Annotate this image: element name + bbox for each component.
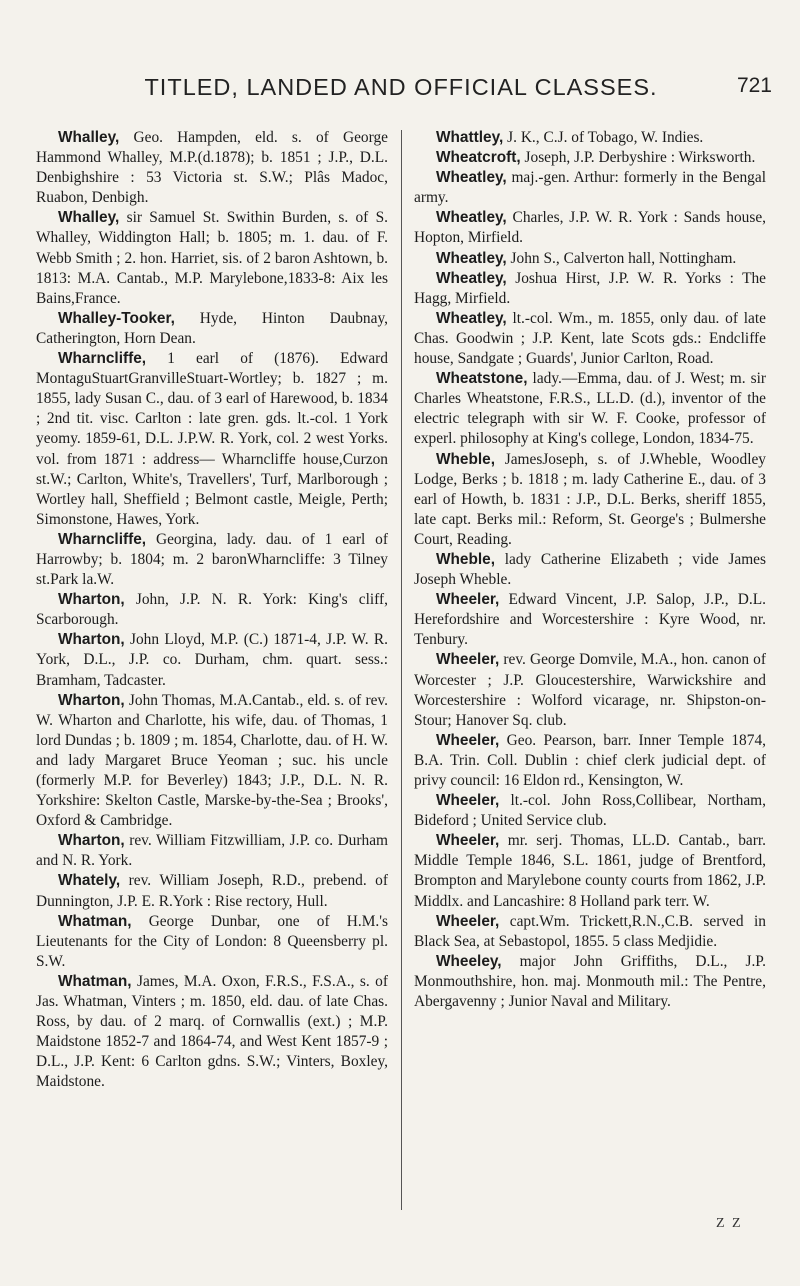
- entry-headword: Wharton,: [58, 832, 125, 850]
- entry-text: capt.Wm. Trickett,R.N.,C.B. served in Black Sea, at Sebastopol, 1855. 5 class Medjidie.: [414, 912, 766, 950]
- directory-entry: [36, 831, 388, 871]
- entry-headword: Wheeler,: [436, 731, 500, 749]
- directory-entry: [36, 128, 388, 208]
- directory-entry: [414, 831, 766, 911]
- entry-text: Geo. Pearson, barr. Inner Temple 1874, B.A. Trin. Coll. Dublin : chief clerk judicial dept. of privy council: 16 Eldon rd., Kensington, W.: [414, 731, 766, 789]
- entry-headword: Wharton,: [58, 691, 125, 709]
- entry-headword: Wheatstone,: [436, 370, 528, 388]
- entry-headword: Whattley,: [436, 129, 504, 146]
- entry-text: rev. William Joseph, R.D., prebend. of Dunnington, J.P. E. R.York : Rise rectory, Hull.: [36, 872, 388, 910]
- directory-entry: [414, 309, 766, 369]
- directory-entry: [414, 249, 766, 269]
- entry-headword: Wheatley,: [436, 169, 507, 187]
- directory-entry: [414, 208, 766, 248]
- entry-text: lady.—Emma, dau. of J. West; m. sir Charles Wheatstone, F.R.S., LL.D. (d.), inventor of the electric telegraph with sir W. F. Cooke, professor of experl. philosophy at King's college, London, 1834-75.: [414, 370, 766, 448]
- entry-text: Joshua Hirst, J.P. W. R. Yorks : The Hagg, Mirfield.: [414, 269, 766, 307]
- entry-headword: Wheatley,: [436, 249, 507, 267]
- entry-headword: Wharton,: [58, 591, 125, 609]
- entry-headword: Wheeler,: [436, 591, 500, 609]
- directory-entry: [36, 871, 388, 911]
- entry-text: 1 earl of (1876). Edward MontaguStuartGranvilleStuart-Wortley; b. 1827 ; m. 1855, lady Susan C., dau. of 3 earl of Harewood, b. 1834 ; 2nd tit. visc. Carlton : late gren. gds. lt.-col. 1 York yeomy. 1859-61, D.L. J.P.W. R. York, col. 2 west Yorks. vol. from 1871 : address— Wharncliffe house,Curzon st.W.; Carlton, White's, Travellers', Turf, Marlborough ; Wortley hall, Sheffield ; Belmont castle, Meigle, Perth; Simonstone, Hawes, York.: [36, 350, 388, 528]
- directory-entry: [414, 369, 766, 449]
- entry-text: lady Catherine Elizabeth ; vide James Joseph Wheble.: [414, 550, 766, 589]
- entry-text: James, M.A. Oxon, F.R.S., F.S.A., s. of Jas. Whatman, Vinters ; m. 1850, eld. dau. of late Chas. Ross, by dau. of 2 marq. of Cornwallis (ext.) ; M.P. Maidstone 1852-7 and 1864-74, and West Kent 1857-9 ; D.L., J.P. Kent: 6 Carlton gdns. S.W.; Vinters, Boxley, Maidstone.: [36, 972, 388, 1091]
- entry-text: JamesJoseph, s. of J.Wheble, Woodley Lodge, Berks ; b. 1818 ; m. lady Catherine E., dau. of 3 earl of Howth, b. 1831 : J.P., D.L. Berks, sheriff 1855, late capt. Berks mil.: Reform, St. George's ; Bulmershe Court, Reading.: [414, 450, 766, 548]
- entry-headword: Wheble,: [436, 550, 495, 568]
- entry-text: mr. serj. Thomas, LL.D. Cantab., barr. Middle Temple 1846, S.L. 1861, judge of Brentford, Brompton and Marylebone county courts from 1862, J.P. Middlx. and Lancashire: 8 Holland park terr. W.: [414, 832, 766, 910]
- directory-entry: [36, 691, 388, 832]
- entry-headword: Wharncliffe,: [58, 530, 147, 548]
- directory-entry: [36, 630, 388, 690]
- entry-headword: Wheatcroft,: [436, 149, 521, 167]
- entry-headword: Wheeler,: [436, 912, 500, 930]
- entry-headword: Wheatley,: [436, 309, 507, 327]
- directory-entry: [36, 590, 388, 630]
- entry-headword: Wharncliffe,: [58, 350, 147, 368]
- entry-headword: Whately,: [58, 872, 121, 890]
- entry-headword: Wheeley,: [436, 952, 502, 970]
- page-number: 721: [736, 74, 772, 97]
- entry-headword: Wheeler,: [436, 832, 500, 850]
- entry-text: John Lloyd, M.P. (C.) 1871-4, J.P. W. R. York, D.L., J.P. co. Durham, chm. quart. sess.: Bramham, Tadcaster.: [36, 631, 388, 689]
- page-header: [30, 74, 772, 114]
- directory-entry: [414, 450, 766, 550]
- directory-entry: [414, 590, 766, 650]
- directory-entry: [36, 208, 388, 308]
- left-column: [36, 128, 388, 1093]
- directory-entry: [414, 912, 766, 952]
- entry-text: lt.-col. Wm., m. 1855, only dau. of late Chas. Goodwin ; J.P. Kent, late Scots gds.: Endcliffe house, Sandgate ; Guards', Junior Carlton, Road.: [414, 309, 766, 368]
- entry-headword: Whalley,: [58, 129, 120, 146]
- entry-text: lt.-col. John Ross,Collibear, Northam, Bideford ; United Service club.: [414, 792, 766, 830]
- entry-text: John, J.P. N. R. York: King's cliff, Scarborough.: [36, 591, 388, 629]
- directory-entry: [414, 128, 766, 148]
- entry-text: John S., Calverton hall, Nottingham.: [506, 249, 737, 267]
- entry-headword: Wheeler,: [436, 651, 500, 669]
- directory-entry: [414, 731, 766, 791]
- directory-entry: [36, 349, 388, 530]
- entry-text: Geo. Hampden, eld. s. of George Hammond Whalley, M.P.(d.1878); b. 1851 ; J.P., D.L. Denbighshire : 53 Victoria st. S.W.; Plâs Madoc, Ruabon, Denbigh.: [36, 129, 388, 207]
- directory-entry: [414, 650, 766, 730]
- directory-entry: [414, 952, 766, 1012]
- entry-text: Joseph, J.P. Derbyshire : Wirksworth.: [520, 149, 756, 167]
- directory-entry: [36, 530, 388, 590]
- directory-entry: [414, 269, 766, 309]
- directory-entry: [414, 168, 766, 208]
- running-title: TITLED, LANDED AND OFFICIAL CLASSES.: [144, 74, 658, 100]
- entry-headword: Wheatley,: [436, 209, 507, 227]
- entry-headword: Wheble,: [436, 450, 495, 468]
- column-divider: [401, 130, 402, 1210]
- entry-headword: Whatman,: [58, 912, 132, 930]
- entry-headword: Wheatley,: [436, 269, 507, 287]
- entry-text: John Thomas, M.A.Cantab., eld. s. of rev. W. Wharton and Charlotte, his wife, dau. of Thomas, 1 lord Dundas ; b. 1809 ; m. 1854, Charlotte, dau. of H. W. and lady Margaret Bruce Yeoman ; suc. his uncle (formerly M.P. for Beverley) 1843; J.P., D.L. N. R. Yorkshire: Skelton Castle, Marske-by-the-Sea ; Brooks', Oxford & Cambridge.: [36, 691, 388, 830]
- entry-text: George Dunbar, one of H.M.'s Lieutenants for the City of London: 8 Queensberry pl. S.W.: [36, 912, 388, 970]
- entry-headword: Wheeler,: [436, 792, 500, 810]
- right-column: [414, 128, 766, 1012]
- directory-entry: [36, 912, 388, 972]
- directory-entry: [414, 550, 766, 590]
- entry-headword: Wharton,: [58, 631, 125, 649]
- entry-headword: Whalley-Tooker,: [58, 309, 175, 327]
- entry-headword: Whalley,: [58, 209, 120, 227]
- directory-entry: [36, 972, 388, 1093]
- directory-entry: [414, 148, 766, 168]
- directory-entry: [414, 791, 766, 831]
- directory-entry: [36, 309, 388, 349]
- entry-text: Edward Vincent, J.P. Salop, J.P., D.L. Herefordshire and Worcestershire : Kyre Wood, nr. Tenbury.: [414, 591, 766, 649]
- entry-text: major John Griffiths, D.L., J.P. Monmouthshire, hon. maj. Monmouth mil.: The Pentre, Abergavenny ; Junior Naval and Military.: [414, 952, 766, 1011]
- entry-text: Georgina, lady. dau. of 1 earl of Harrowby; b. 1804; m. 2 baronWharncliffe: 3 Tilney st.Park la.W.: [36, 530, 388, 589]
- entry-headword: Whatman,: [58, 972, 132, 990]
- entry-text: rev. William Fitzwilliam, J.P. co. Durham and N. R. York.: [36, 832, 388, 870]
- entry-text: Hyde, Hinton Daubnay, Catherington, Horn Dean.: [36, 309, 388, 347]
- entry-text: maj.-gen. Arthur: formerly in the Bengal army.: [414, 169, 766, 207]
- entry-text: sir Samuel St. Swithin Burden, s. of S. Whalley, Widdington Hall; b. 1805; m. 1. dau. of F. Webb Smith ; 2. hon. Harriet, sis. of 2 baron Ashtown, b. 1813: M.A. Cantab., M.P. Marylebone,1833-8: Aix les Bains,France.: [36, 209, 388, 307]
- entry-text: rev. George Domvile, M.A., hon. canon of Worcester ; J.P. Gloucestershire, Warwickshire and Worcestershire : Wolford vicarage, nr. Shipston-on-Stour; Hanover Sq. club.: [414, 651, 766, 729]
- signature-mark: Z Z: [716, 1216, 743, 1231]
- entry-text: Charles, J.P. W. R. York : Sands house, Hopton, Mirfield.: [414, 209, 766, 247]
- entry-text: J. K., C.J. of Tobago, W. Indies.: [503, 129, 704, 146]
